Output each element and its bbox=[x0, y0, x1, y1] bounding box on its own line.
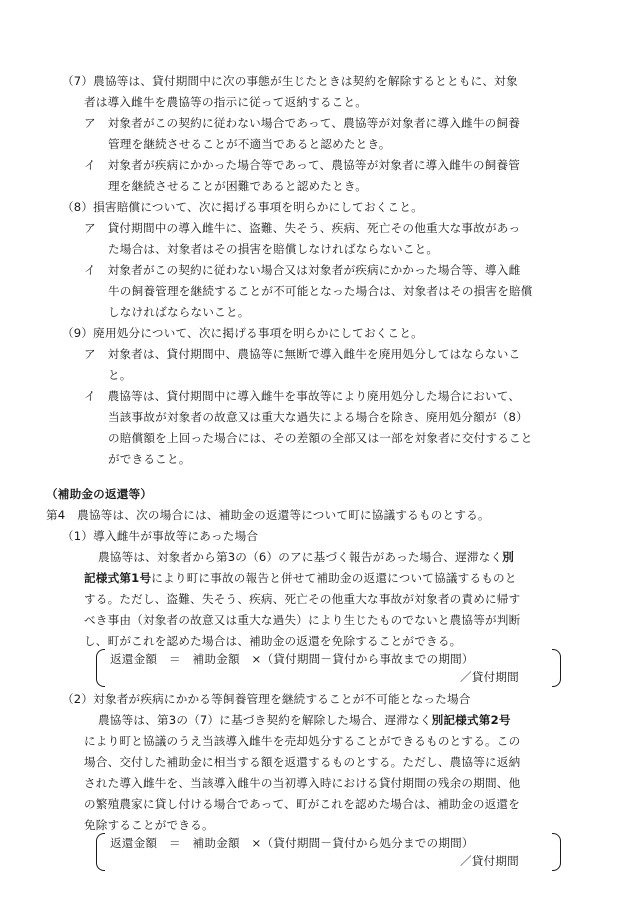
section-7-item-a-line-2: 管理を継続させることが不適当であると認めたとき。 bbox=[108, 137, 391, 151]
section-8-item-a-line-1: ア 貸付期間中の導入雌牛に、盗難、失そう、疾病、死亡その他重大な事故があっ bbox=[84, 221, 521, 235]
section-7-item-a-line-1: ア 対象者がこの契約に従わない場合であって、農協等が対象者に導入雌牛の飼養 bbox=[84, 116, 521, 130]
case-1-para-line-5: し、町がこれを認めた場合は、補助金の返還を免除することができる。 bbox=[84, 634, 462, 648]
section-8-item-i-line-1: イ 対象者がこの契約に従わない場合又は対象者が疾病にかかった場合等、導入雌 bbox=[84, 263, 521, 277]
section-8-item-a-line-2: た場合は、対象者はその損害を賠償しなければならないこと。 bbox=[108, 242, 439, 256]
case-2-para-line-5: の繁殖農家に貸し付ける場合であって、町がこれを認めた場合は、補助金の返還を bbox=[84, 797, 521, 811]
case-1-title: （1）導入雌牛が事故等にあった場合 bbox=[62, 529, 259, 543]
case-2-para-text: 農協等は、第3の（7）に基づき契約を解除した場合、遅滞なく bbox=[98, 713, 432, 727]
case-1-para-line-2 bbox=[84, 568, 517, 588]
case-1-formula-line-1: 返還金額 ＝ 補助金額 ×（貸付期間－貸付から事故までの期間） bbox=[110, 652, 474, 666]
section-8-item-i-line-2: 牛の飼養管理を継続することが不可能となった場合は、対象者はその損害を賠償 bbox=[108, 284, 533, 298]
case-1-para-line-3: する。ただし、盗難、失そう、疾病、死亡その他重大な事故が対象者の責めに帰す bbox=[84, 592, 521, 606]
section-9-item-a-line-1: ア 対象者は、貸付期間中、農協等に無断で導入雌牛を廃用処分してはならないこ bbox=[84, 347, 521, 361]
form-reference-bold: 別 bbox=[502, 550, 515, 564]
case-2-formula-line-1: 返還金額 ＝ 補助金額 ×（貸付期間－貸付から処分までの期間） bbox=[110, 836, 474, 850]
form-reference-bold: 記様式第1号 bbox=[84, 571, 152, 585]
section-8-item-i-line-3: しなければならないこと。 bbox=[108, 305, 250, 319]
section-9-item-a-line-2: と。 bbox=[108, 368, 132, 382]
case-1-formula-line-2: ／貸付期間 bbox=[460, 670, 519, 684]
article-4-line: 第4 農協等は、次の場合には、補助金の返還等について町に協議するものとする。 bbox=[46, 508, 490, 522]
formula-bracket-right bbox=[552, 833, 561, 871]
section-9-line-1: （9）廃用処分について、次に掲げる事項を明らかにしておくこと。 bbox=[62, 326, 423, 340]
case-2-para-line-2: により町と協議のうえ当該導入雌牛を売却処分することができるものとする。この bbox=[84, 734, 521, 748]
section-heading: （補助金の返還等） bbox=[46, 487, 153, 501]
case-2-para-line-3: 場合、交付した補助金に相当する額を返還するものとする。ただし、農協等に返納 bbox=[84, 755, 521, 769]
formula-bracket-right bbox=[552, 649, 561, 687]
section-7-line-1: （7）農協等は、貸付期間中に次の事態が生じたときは契約を解除するとともに、対象 bbox=[62, 74, 518, 88]
case-1-para-text: 農協等は、対象者から第3の（6）のアに基づく報告があった場合、遅滞なく bbox=[98, 550, 503, 564]
case-2-formula-line-2: ／貸付期間 bbox=[460, 854, 519, 868]
formula-bracket-left bbox=[96, 833, 105, 871]
case-1-para-text: により町に事故の報告と併せて補助金の返還について協議するものと bbox=[151, 571, 517, 585]
section-9-item-i-line-2: 当該事故が対象者の故意又は重大な過失による場合を除き、廃用処分額が（8） bbox=[108, 410, 528, 424]
section-9-item-i-line-4: ができること。 bbox=[108, 452, 191, 466]
section-8-line-1: （8）損害賠償について、次に掲げる事項を明らかにしておくこと。 bbox=[62, 200, 423, 214]
section-7-item-i-line-1: イ 対象者が疾病にかかった場合等であって、農協等が対象者に導入雌牛の飼養管 bbox=[84, 158, 521, 172]
case-1-para-line-1 bbox=[98, 547, 514, 567]
formula-bracket-left bbox=[96, 649, 105, 687]
section-7-line-2: 者は導入雌牛を農協等の指示に従って返納すること。 bbox=[84, 95, 368, 109]
case-1-para-line-4: べき事由（対象者の故意又は重大な過失）により生じたものでないと農協等が判断 bbox=[84, 613, 521, 627]
case-2-title: （2）対象者が疾病にかかる等飼養管理を継続することが不可能となった場合 bbox=[62, 692, 471, 706]
section-7-item-i-line-2: 理を継続させることが困難であると認めたとき。 bbox=[108, 179, 368, 193]
case-2-para-line-4: された導入雌牛を、当該導入雌牛の当初導入時における貸付期間の残余の期間、他 bbox=[84, 776, 521, 790]
section-9-item-i-line-1: イ 農協等は、貸付期間中に導入雌牛を事故等により廃用処分した場合において、 bbox=[84, 389, 521, 403]
case-2-para-line-6: 免除することができる。 bbox=[84, 818, 214, 832]
form-reference-bold: 別記様式第2号 bbox=[431, 713, 511, 727]
case-2-para-line-1 bbox=[98, 710, 511, 730]
section-9-item-i-line-3: の賠償額を上回った場合には、その差額の全部又は一部を対象者に交付すること bbox=[108, 431, 533, 445]
